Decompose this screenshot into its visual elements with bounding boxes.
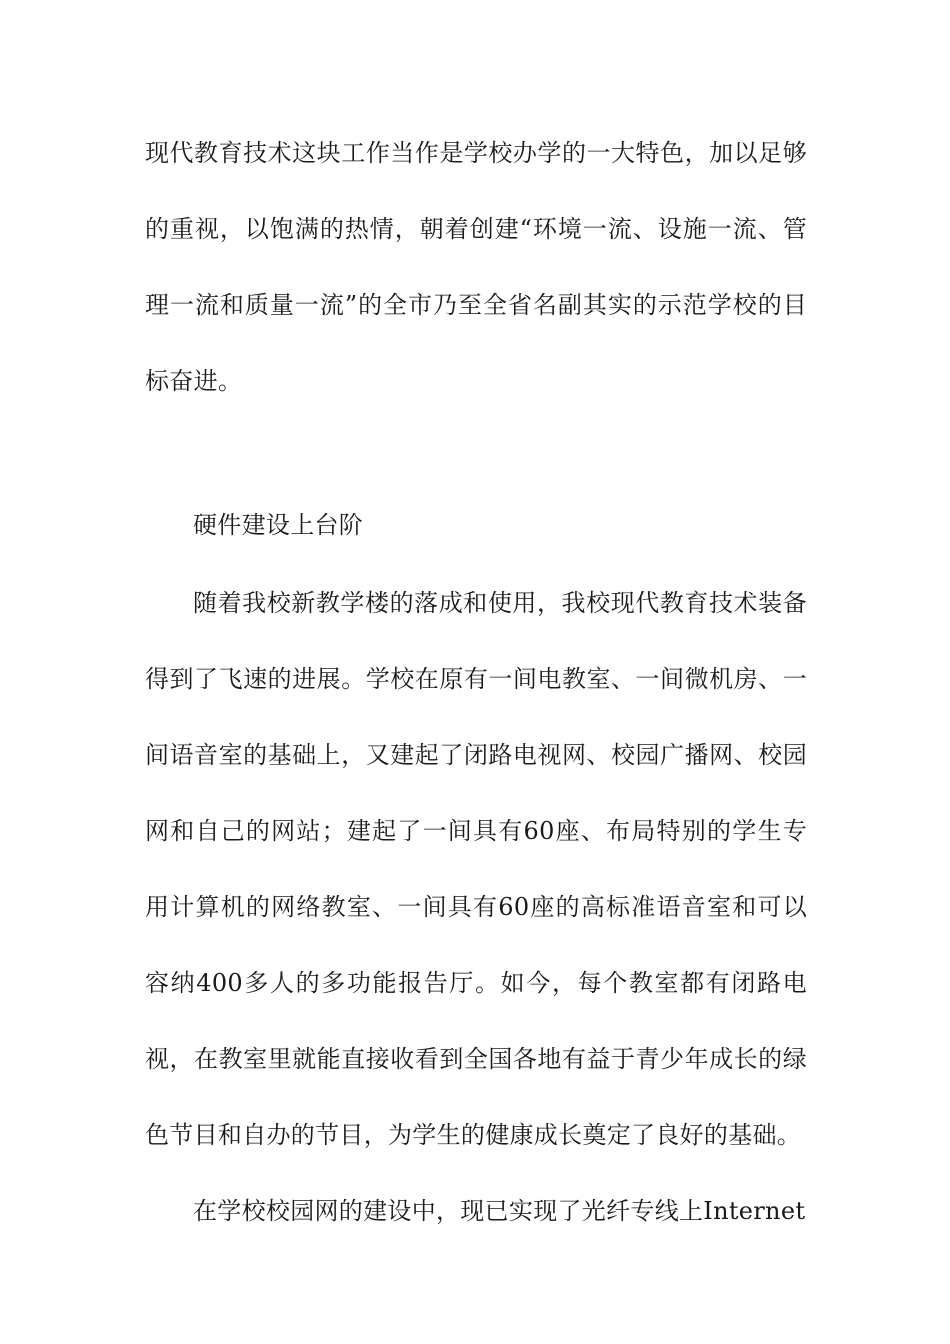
section-heading-block bbox=[145, 487, 807, 563]
document-body-top bbox=[145, 115, 807, 419]
document-body-main bbox=[145, 565, 807, 1249]
section-heading: 硬件建设上台阶 bbox=[193, 511, 364, 539]
paragraph-hardware: 随着我校新教学楼的落成和使用，我校现代教育技术装备得到了飞速的进展。学校在原有一间电教室、一间微机房、一间语音室的基础上，又建起了闭路电视网、校园广播网、校园网和自己的网站；建起了一间具有60座、布局特别的学生专用计算机的网络教室、一间具有60座的高标准语音室和可以容纳400多人的多功能报告厅。如今，每个教室都有闭路电视，在教室里就能直接收看到全国各地有益于青少年成长的绿色节目和自办的节目，为学生的健康成长奠定了良好的基础。 bbox=[145, 589, 807, 1149]
paragraph-campus-network: 在学校校园网的建设中，现已实现了光纤专线上Internet bbox=[193, 1197, 806, 1225]
continued-paragraph: 现代教育技术这块工作当作是学校办学的一大特色，加以足够的重视，以饱满的热情，朝着创建“环境一流、设施一流、管理一流和质量一流”的全市乃至全省名副其实的示范学校的目标奋进。 bbox=[145, 139, 807, 395]
